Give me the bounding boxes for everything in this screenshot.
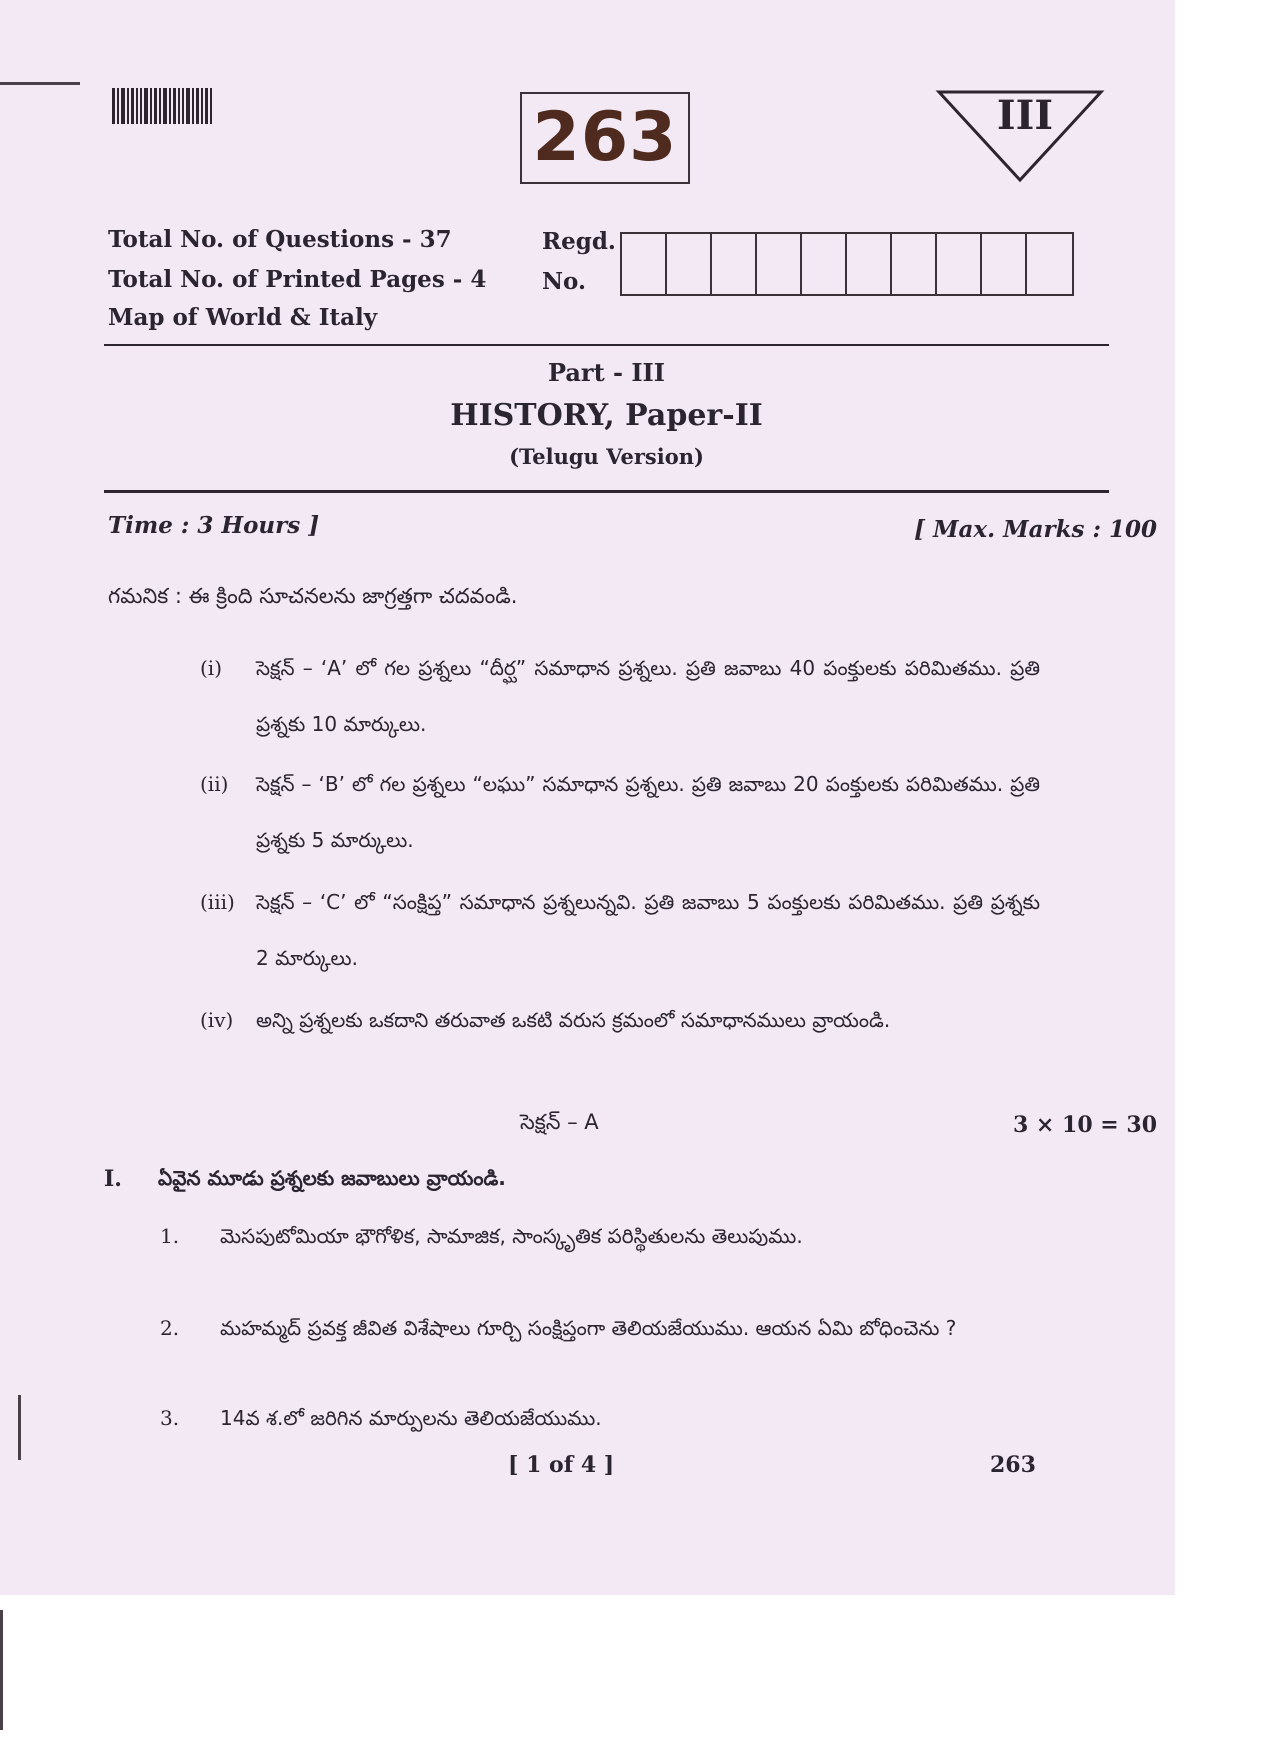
question-item bbox=[160, 1406, 602, 1435]
regd-digit-box bbox=[1027, 234, 1072, 294]
question-number: 1. bbox=[160, 1224, 180, 1248]
instruction-text: సెక్షన్ – ‘A’ లో గల ప్రశ్నలు “దీర్ఘ” సమాధాన ప్రశ్నలు. ప్రతి జవాబు 40 పంక్తులకు పరిమితము. ప్రతి ప్రశ్నకు 10 మార్కులు. bbox=[256, 656, 1040, 736]
question-text: మహమ్మద్ ప్రవక్త జీవిత విశేషాలు గూర్చి సంక్షిప్తంగా తెలియజేయుము. ఆయన ఏమి బోధించెను ? bbox=[220, 1316, 957, 1340]
instruction-number: (ii) bbox=[200, 772, 229, 796]
question-number: 3. bbox=[160, 1406, 180, 1430]
instruction-text: సెక్షన్ – ‘C’ లో “సంక్షిప్త” సమాధాన ప్రశ్నలున్నవి. ప్రతి జవాబు 5 పంక్తులకు పరిమితము. ప్రతి ప్రశ్నకు 2 మార్కులు. bbox=[256, 890, 1040, 970]
part-badge-label: III bbox=[996, 92, 1054, 139]
scan-mark-left bbox=[18, 1395, 21, 1460]
regd-digit-box bbox=[982, 234, 1027, 294]
exam-time: Time : 3 Hours ] bbox=[108, 512, 320, 539]
barcode bbox=[112, 88, 222, 124]
page-number: [ 1 of 4 ] bbox=[508, 1452, 615, 1478]
regd-digit-box bbox=[892, 234, 937, 294]
instruction-item bbox=[200, 756, 1040, 868]
regd-label: Regd. bbox=[542, 228, 616, 255]
regd-digit-box bbox=[847, 234, 892, 294]
total-pages: Total No. of Printed Pages - 4 bbox=[108, 266, 487, 293]
question-number: 2. bbox=[160, 1316, 180, 1340]
instruction-number: (iv) bbox=[200, 1008, 234, 1032]
instruction-item bbox=[200, 992, 1040, 1048]
paper-code: 263 bbox=[520, 92, 690, 184]
version-title: (Telugu Version) bbox=[509, 444, 704, 469]
total-questions: Total No. of Questions - 37 bbox=[108, 226, 452, 253]
instruction-item bbox=[200, 640, 1040, 752]
question-group-number: I. bbox=[104, 1166, 122, 1192]
subject-title: HISTORY, Paper-II bbox=[450, 398, 763, 433]
instruction-text: అన్ని ప్రశ్నలకు ఒకదాని తరువాత ఒకటి వరుస క్రమంలో సమాధానములు వ్రాయండి. bbox=[256, 1008, 891, 1032]
regd-digit-box bbox=[712, 234, 757, 294]
instruction-text: సెక్షన్ – ‘B’ లో గల ప్రశ్నలు “లఘు” సమాధాన ప్రశ్నలు. ప్రతి జవాబు 20 పంక్తులకు పరిమితము. ప్రతి ప్రశ్నకు 5 మార్కులు. bbox=[256, 772, 1040, 852]
footer-paper-code: 263 bbox=[990, 1452, 1036, 1478]
regd-digit-box bbox=[757, 234, 802, 294]
title-rule bbox=[104, 490, 1109, 493]
question-item bbox=[160, 1316, 956, 1345]
question-item bbox=[160, 1224, 803, 1253]
section-a-title: సెక్షన్ – A bbox=[520, 1110, 599, 1134]
regd-digit-box bbox=[667, 234, 712, 294]
regd-digit-box bbox=[802, 234, 847, 294]
scan-mark-bottom-left bbox=[0, 1610, 3, 1730]
registration-number-boxes bbox=[620, 232, 1074, 296]
scan-mark-top-left bbox=[0, 82, 80, 85]
question-group-heading: ఏవైన మూడు ప్రశ్నలకు జవాబులు వ్రాయండి. bbox=[158, 1166, 506, 1190]
max-marks: [ Max. Marks : 100 bbox=[914, 516, 1157, 543]
regd-digit-box bbox=[622, 234, 667, 294]
header-rule bbox=[104, 344, 1109, 346]
section-a-marks: 3 × 10 = 30 bbox=[1012, 1112, 1157, 1138]
instruction-number: (i) bbox=[200, 656, 223, 680]
regd-digit-box bbox=[937, 234, 982, 294]
question-text: మెసపుటోమియా భౌగోళిక, సామాజిక, సాంస్కృతిక పరిస్థితులను తెలుపుము. bbox=[220, 1224, 803, 1248]
instruction-item bbox=[200, 874, 1040, 986]
no-label: No. bbox=[542, 268, 586, 295]
part-title: Part - III bbox=[547, 358, 666, 387]
question-text: 14వ శ.లో జరిగిన మార్పులను తెలియజేయుము. bbox=[220, 1406, 602, 1430]
instruction-number: (iii) bbox=[200, 890, 235, 914]
map-note: Map of World & Italy bbox=[108, 304, 378, 331]
instructions-note: గమనిక : ఈ క్రింది సూచనలను జాగ్రత్తగా చదవండి. bbox=[108, 584, 518, 608]
